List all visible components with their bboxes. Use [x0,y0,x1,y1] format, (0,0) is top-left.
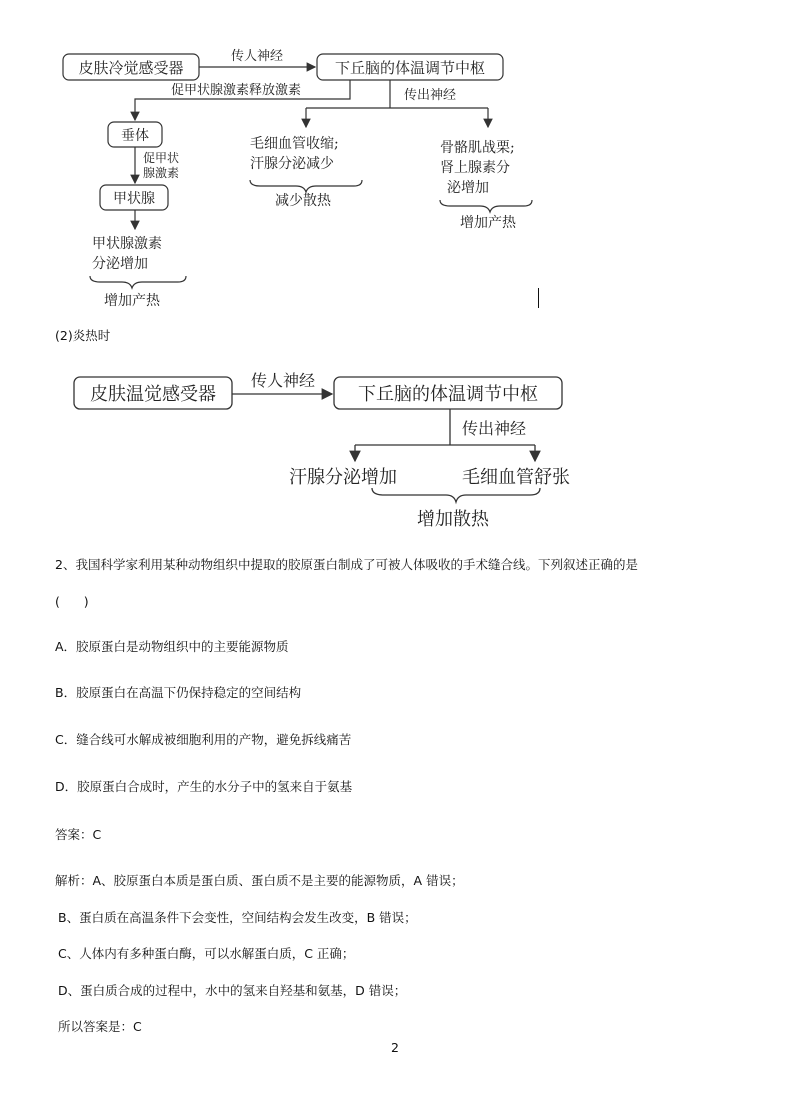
pituitary-label: 垂体 [121,128,149,144]
analysis-line-1: 解析：A、胶原蛋白本质是蛋白质、蛋白质不是主要的能源物质，A 错误； [55,873,464,888]
skin-warm-receptor-label: 皮肤温觉感受器 [90,384,216,405]
analysis-line-3: C、人体内有多种蛋白酶，可以水解蛋白质，C 正确； [58,946,355,961]
option-b: B．胶原蛋白在高温下仍保持稳定的空间结构 [55,685,302,700]
hot-hypothalamus-label: 下丘脑的体温调节中枢 [358,384,538,405]
option-a: A．胶原蛋白是动物组织中的主要能源物质 [55,639,289,654]
answer-line: 答案：C [55,827,102,842]
afferent-nerve-label: 传人神经 [230,49,284,64]
analysis-line-5: 所以答案是：C [58,1019,142,1034]
hot-afferent-label: 传人神经 [250,371,316,390]
capillary-result: 减少散热 [275,193,331,209]
option-d: D．胶原蛋白合成时，产生的水分子中的氢来自于氨基 [55,779,353,794]
hot-efferent-label: 传出神经 [461,419,527,438]
trh-label: 促甲状腺激素释放激素 [170,83,302,98]
capillary-dilate-label: 毛细血管舒张 [462,467,570,488]
thyroid-label: 甲状腺 [113,191,155,207]
capillary-line1: 毛细血管收缩; [250,136,339,152]
hypothalamus-label: 下丘脑的体温调节中枢 [334,59,486,77]
hot-result-brace [372,488,540,502]
section-hot-label: (2)炎热时 [55,328,111,343]
hot-regulation-diagram [0,0,790,540]
thyroid-result: 增加产热 [104,293,160,309]
question-blank: ( ) [55,594,89,609]
muscle-result: 增加产热 [460,215,516,231]
question-stem: 2、我国科学家利用某种动物组织中提取的胶原蛋白制成了可被人体吸收的手术缝合线。下列叙述正确的是 [55,557,638,572]
tsh-label-line2: 腺激素 [143,166,180,180]
page-number: 2 [391,1040,399,1055]
hot-result-label: 增加散热 [417,509,489,530]
muscle-line3: 泌增加 [447,180,489,196]
capillary-line2: 汗腺分泌减少 [250,156,334,172]
analysis-line-2: B、蛋白质在高温条件下会变性，空间结构会发生改变，B 错误； [58,910,417,925]
thyroid-output-line2: 分泌增加 [92,256,148,272]
efferent-nerve-label: 传出神经 [403,88,457,103]
thyroid-output-line1: 甲状腺激素 [92,236,162,252]
option-c: C．缝合线可水解成被细胞利用的产物，避免拆线痛苦 [55,732,352,747]
skin-cold-receptor-label: 皮肤冷觉感受器 [78,59,184,77]
muscle-line2: 肾上腺素分 [440,160,510,176]
analysis-line-4: D、蛋白质合成的过程中，水中的氢来自羟基和氨基，D 错误； [58,983,407,998]
tsh-label-line1: 促甲状 [143,151,180,165]
sweat-label: 汗腺分泌增加 [289,467,397,488]
muscle-line1: 骨骼肌战栗; [440,140,515,156]
